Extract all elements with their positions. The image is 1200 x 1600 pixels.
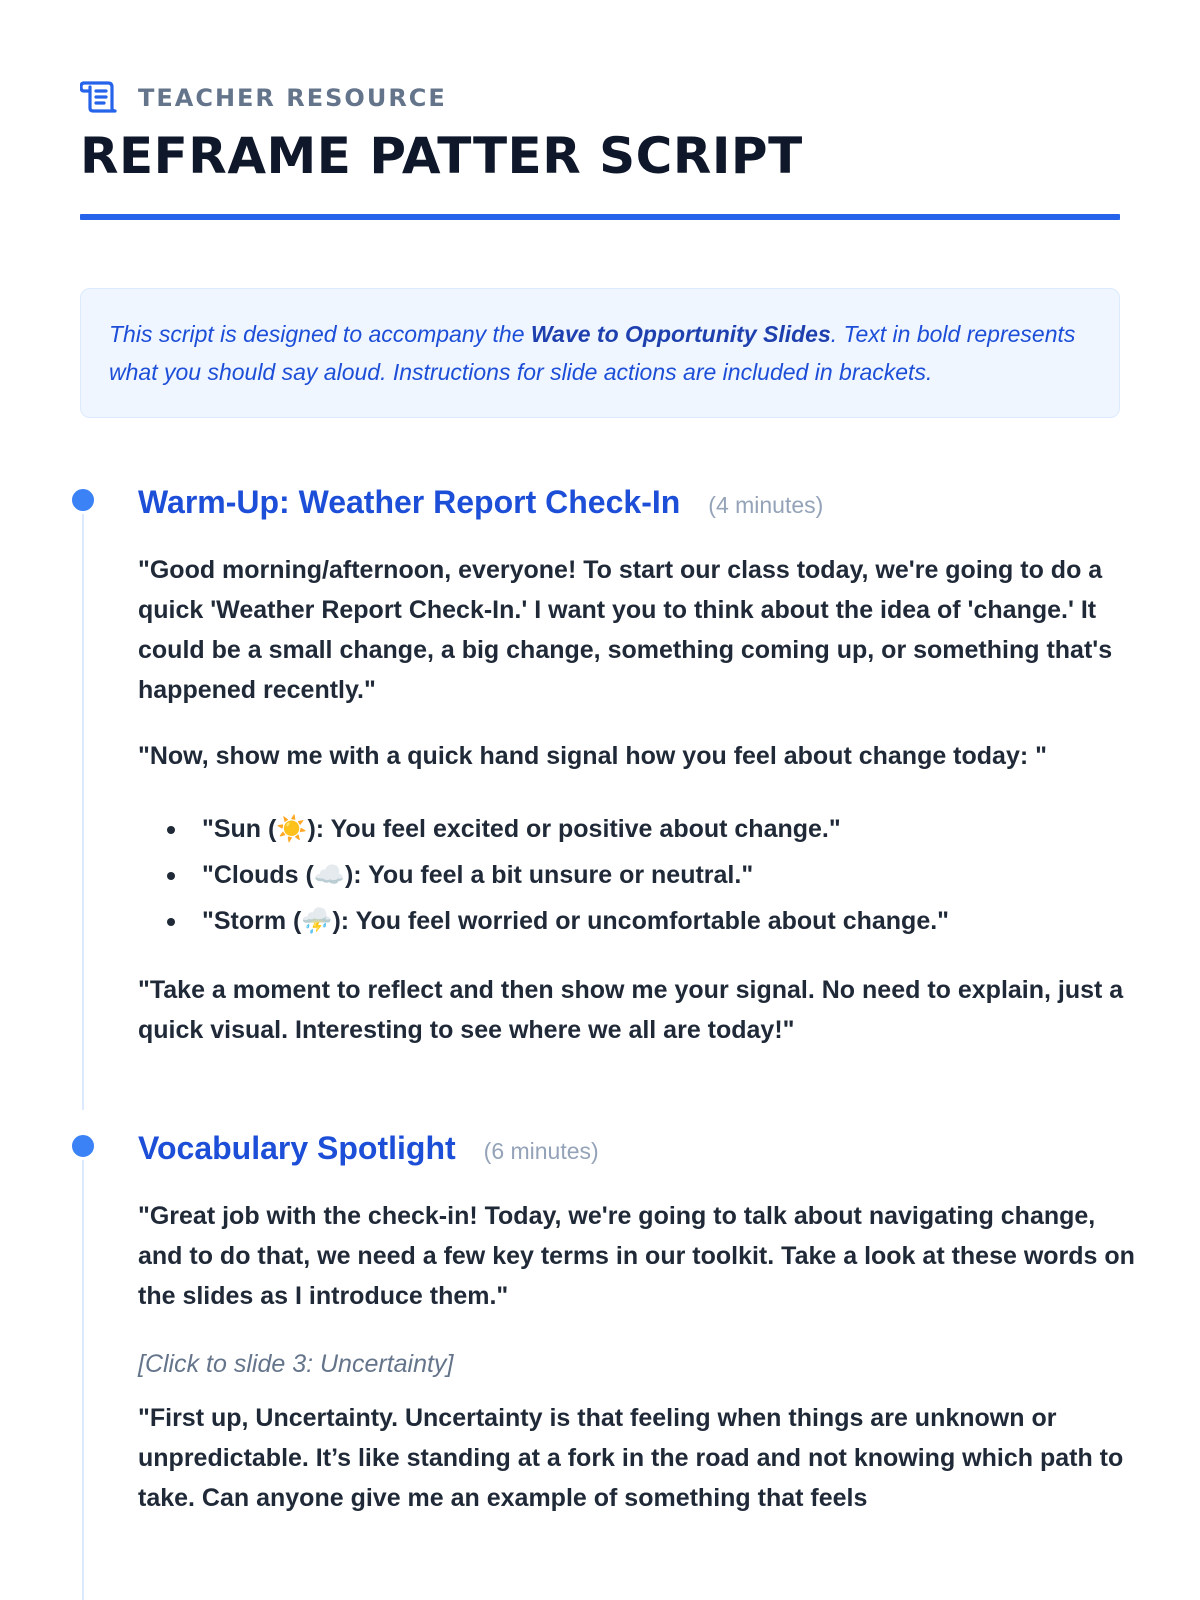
page-header — [80, 80, 1120, 220]
section-vocabulary — [80, 1128, 1200, 1518]
list-item: "Storm (⛈️): You feel worried or uncomfortable about change." — [202, 898, 1200, 944]
page-title: REFRAME PATTER SCRIPT — [80, 127, 803, 185]
timeline-line — [82, 1158, 84, 1600]
section-header — [138, 1128, 1200, 1168]
note-highlight: Wave to Opportunity Slides — [530, 321, 831, 347]
section-title: Vocabulary Spotlight — [138, 1130, 456, 1166]
section-duration: (6 minutes) — [483, 1138, 599, 1164]
section-title: Warm-Up: Weather Report Check-In — [138, 484, 681, 520]
script-paragraph: "Now, show me with a quick hand signal how you feel about change today: " — [138, 742, 1047, 770]
timeline-line — [82, 512, 84, 1110]
script-paragraph: "Take a moment to reflect and then show me your signal. No need to explain, just a quick visual. Interesting to see where we all are today!" — [138, 976, 1124, 1044]
intro-note — [80, 288, 1120, 418]
script-paragraph: "First up, Uncertainty. Uncertainty is that feeling when things are unknown or unpredictable. It’s like standing at a fork in the road and not knowing which path to take. Can anyone give me an example of something that feels — [138, 1404, 1124, 1512]
title-divider — [80, 214, 1120, 220]
list-item: "Sun (☀️): You feel excited or positive about change." — [202, 806, 1200, 852]
slide-instruction: [Click to slide 3: Uncertainty] — [138, 1350, 454, 1378]
signal-list — [138, 806, 1200, 944]
section-header — [138, 482, 1200, 522]
scroll-icon — [80, 78, 120, 119]
script-paragraph: "Good morning/afternoon, everyone! To start our class today, we're going to do a quick 'Weather Report Check-In.' I want you to think about the idea of 'change.' It could be a small change, a big change, something coming up, or something that's happened recently." — [138, 556, 1113, 704]
script-paragraph: "Great job with the check-in! Today, we're going to talk about navigating change, and to do that, we need a few key terms in our toolkit. Take a look at these words on the slides as I introduce them." — [138, 1202, 1135, 1310]
note-suffix: . Text in bold represents what you should say aloud. Instructions for slide actions are included in brackets. — [109, 321, 1076, 385]
eyebrow-label: TEACHER RESOURCE — [138, 84, 447, 112]
section-duration: (4 minutes) — [708, 492, 824, 518]
timeline-dot — [69, 486, 97, 514]
eyebrow — [80, 80, 1120, 116]
section-warm-up — [80, 482, 1200, 1050]
list-item: "Clouds (☁️): You feel a bit unsure or neutral." — [202, 852, 1200, 898]
timeline-dot — [69, 1132, 97, 1160]
note-prefix: This script is designed to accompany the — [109, 321, 531, 347]
